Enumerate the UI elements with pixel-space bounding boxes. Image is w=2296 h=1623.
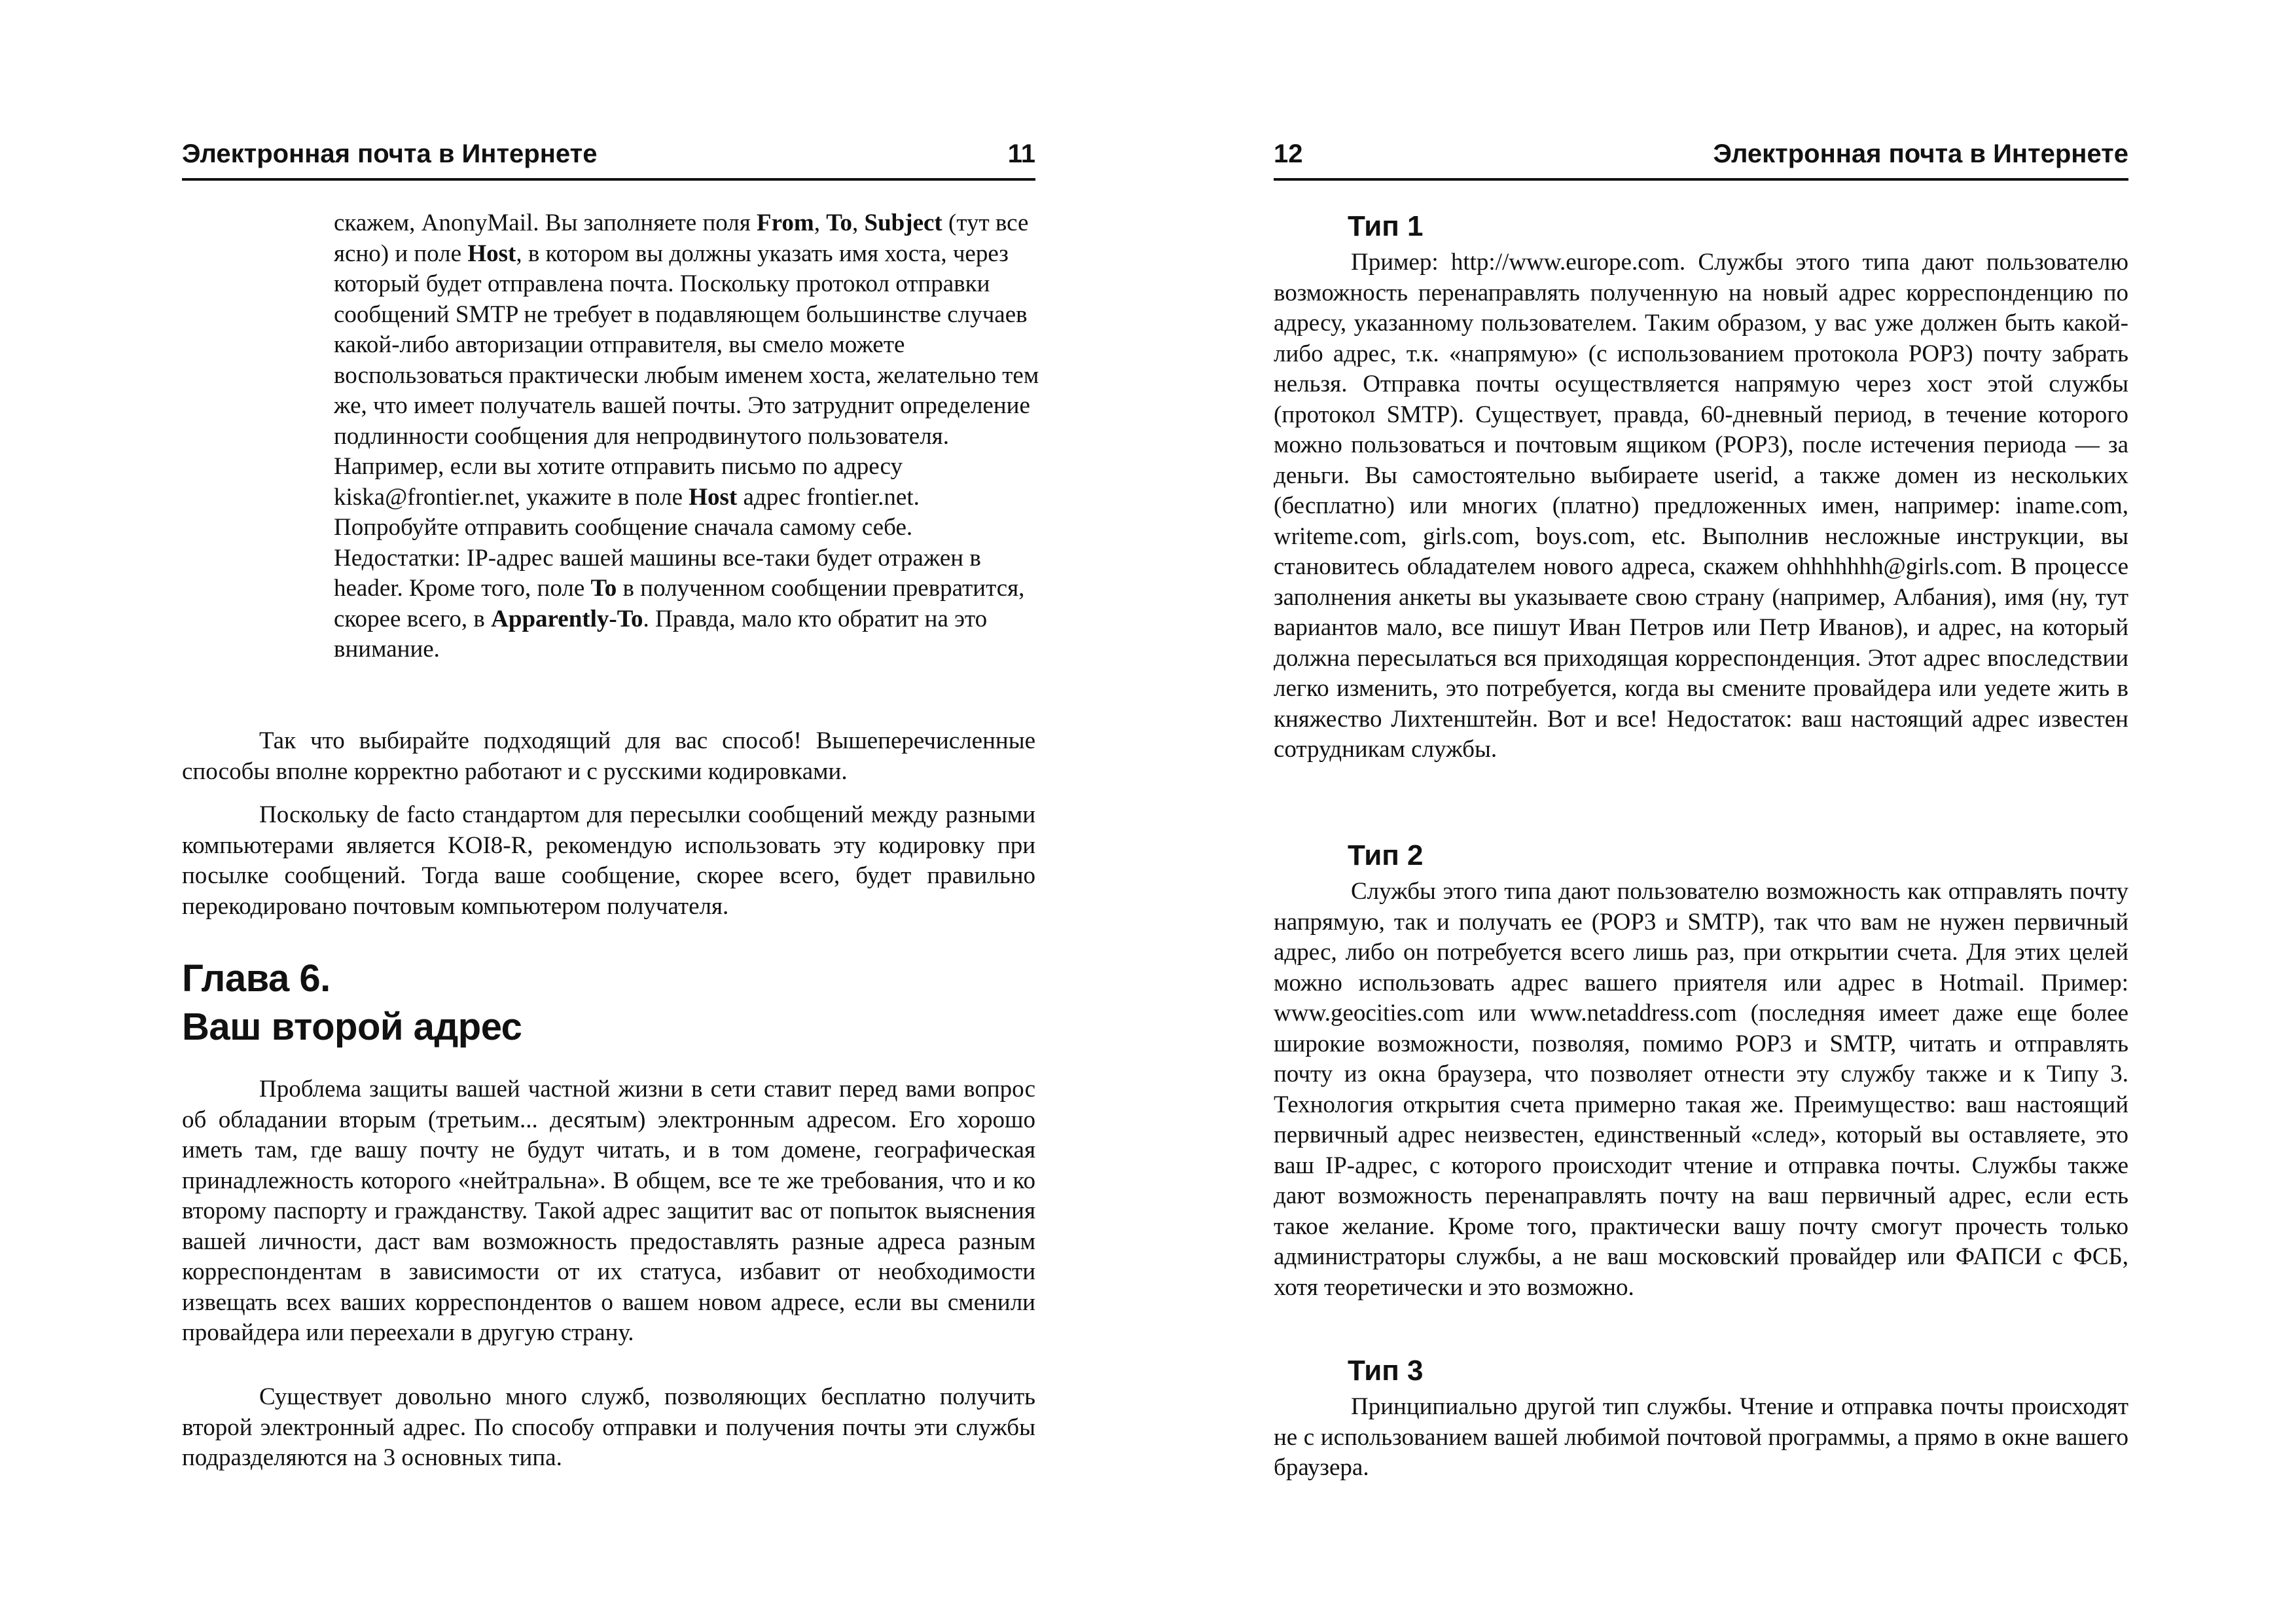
quote-text: адрес frontier.net. Попробуйте отправить сообщение сначала самому себе. Недостатки: IP-адрес вашей машины все-таки будет отражен в header. Кроме того, поле — [334, 483, 981, 602]
body-paragraph: Так что выбирайте подходящий для вас способ! Вышеперечисленные способы вполне корректно работают и с русскими кодировками. — [182, 727, 1035, 785]
running-header — [182, 130, 1035, 181]
running-header — [1274, 130, 2128, 181]
body-paragraph: Проблема защиты вашей частной жизни в сети ставит перед вами вопрос об обладании вторым (третьим... десятым) электронным адресом. Его хорошо иметь там, где вашу почту не будут читать, и в том домене, географическая принадлежность которого «нейтральна». В общем, все те же требования, что и ко второму паспорту и гражданству. Такой адрес защитит вас от попыток выяснения вашей личности, даст вам возможность предоставлять разные адреса разным корреспондентам в зависимости от их статуса, избавит от необходимости извещать всех ваших корреспондентов о вашем новом адресе, если вы сменили провайдера или переехали в другую страну. — [182, 1076, 1035, 1346]
quoted-instruction-paragraph — [334, 208, 1041, 665]
body-paragraph: Принципиально другой тип службы. Чтение и отправка почты происходят не с использованием вашей любимой почтовой программы, а прямо в окне вашего браузера. — [1274, 1393, 2128, 1481]
quote-text: скажем, AnonyMail. Вы заполняете поля — [334, 210, 757, 236]
field-name-host: Host — [467, 240, 516, 267]
chapter-heading — [182, 955, 1035, 1051]
page-number: 12 — [1274, 139, 1303, 168]
quote-text: . Правда, мало кто обратит на это внимание. — [334, 605, 988, 663]
chapter-title: Ваш второй адрес — [182, 1006, 522, 1048]
quote-text: , — [814, 210, 827, 236]
page-number: 11 — [1007, 139, 1035, 168]
section-heading-type-3: Тип 3 — [1348, 1355, 1424, 1387]
field-name-to: To — [826, 210, 853, 236]
field-name-host: Host — [689, 483, 738, 511]
quote-text: в полученном сообщении превратится, скорее всего, в — [334, 575, 1025, 632]
quote-text: , в котором вы должны указать имя хоста, через который будет отправлена почта. Поскольку протокол отправки сообщений SMTP не требует в подавляющем большинстве случаев какой-либо авторизации отправителя, вы смело можете воспользоваться практически любым именем хоста, желательно тем же, что имеет получатель вашей почты. Это затруднит определение подлинности сообщения для непродвинутого пользователя. Например, если вы хотите отправить письмо по адресу kiska@frontier.net, укажите в поле — [334, 240, 1039, 511]
field-name-subject: Subject — [864, 210, 942, 236]
right-page — [1148, 0, 2296, 1623]
section-heading-type-1: Тип 1 — [1348, 210, 1424, 242]
quote-text: (тут все ясно) и поле — [334, 210, 1029, 267]
field-name-to: To — [590, 575, 617, 602]
field-name-from: From — [757, 210, 814, 236]
quote-text: , — [852, 210, 865, 236]
body-paragraph: Существует довольно много служб, позволяющих бесплатно получить второй электронный адрес. По способу отправки и получения почты эти службы подразделяются на 3 основных типа. — [182, 1383, 1035, 1471]
section-heading-type-2: Тип 2 — [1348, 839, 1424, 871]
body-paragraph: Поскольку de facto стандартом для пересылки сообщений между разными компьютерами является KOI8-R, рекомендую использовать эту кодировку при посылке сообщений. Тогда ваше сообщение, скорее всего, будет правильно перекодировано почтовым компьютером получателя. — [182, 801, 1035, 920]
chapter-number: Глава 6. — [182, 957, 331, 1000]
header-title: Электронная почта в Интернете — [182, 139, 598, 168]
body-paragraph: Службы этого типа дают пользователю возможность как отправлять почту напрямую, так и получать ее (POP3 и SMTP), так что вам не нужен первичный адрес, либо он потребуется всего лишь раз, при открытии счета. Для этих целей можно использовать адрес вашего приятеля или адрес в Hotmail. Пример: www.geocities.com или www.netaddress.com (последняя имеет даже еще более широкие возможности, позволяя, помимо POP3 и SMTP, читать и отправлять почту из окна браузера, что позволяет отнести эту службу также и к Типу 3. Технология открытия счета примерно такая же. Преимущество: ваш настоящий первичный адрес неизвестен, единственный «след», который вы оставляете, это ваш IP-адрес, с которого происходит чтение и отправка почты. Службы также дают возможность перенаправлять почту на ваш первичный адрес, если есть такое желание. Кроме того, практически вашу почту смогут прочесть только администраторы службы, а не ваш московский провайдер или ФАПСИ с ФСБ, хотя теоретически и это возможно. — [1274, 878, 2128, 1301]
body-paragraph: Пример: http://www.europe.com. Службы этого типа дают пользователю возможность перенаправлять полученную на новый адрес корреспонденцию по адресу, указанному пользователем. Таким образом, у вас уже должен быть какой-либо адрес, т.к. «напрямую» (с использованием протокола POP3) почту забрать нельзя. Отправка почты осуществляется напрямую через хост этой службы (протокол SMTP). Существует, правда, 60-дневный период, в течение которого можно пользоваться и почтовым ящиком (POP3), после истечения периода — за деньги. Вы самостоятельно выбираете userid, а также домен из нескольких (бесплатно) или многих (платно) предложенных имен, например: iname.com, writeme.com, girls.com, boys.com, etc. Выполнив несложные инструкции, вы становитесь обладателем нового адреса, скажем ohhhhhhh@girls.com. В процессе заполнения анкеты вы указываете свою страну (например, Албания), имя (ну, тут вариантов мало, все пишут Иван Петров или Петр Иванов), и адрес, на который должна пересылаться вся приходящая корреспонденция. Этот адрес впоследствии легко изменить, это потребуется, когда вы смените провайдера или уедете жить в княжество Лихтенштейн. Вот и все! Недостаток: ваш настоящий адрес известен сотрудникам службы. — [1274, 249, 2128, 763]
field-name-apparently-to: Apparently-To — [491, 605, 643, 632]
header-title: Электронная почта в Интернете — [1713, 139, 2128, 168]
